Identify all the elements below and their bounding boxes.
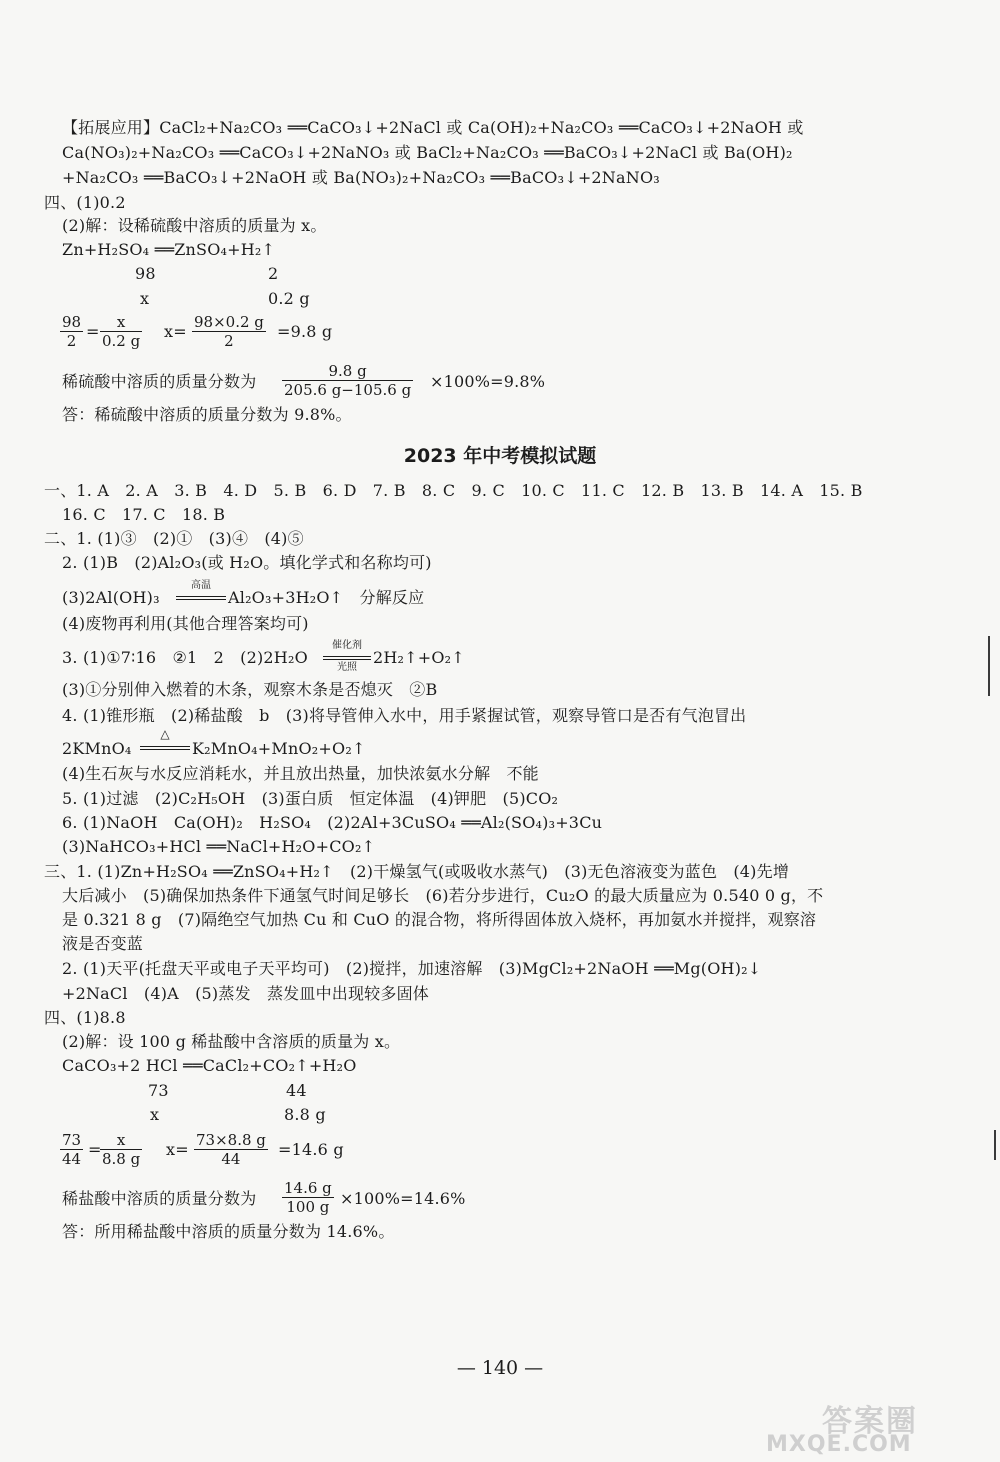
q4-mass-fraction-prefix: 稀硫酸中溶质的质量分数为 (62, 372, 257, 391)
q4b-x-equals: x= (166, 1140, 189, 1159)
scan-edge-mark (988, 636, 990, 696)
fraction-denominator: 205.6 g−105.6 g (284, 381, 412, 399)
q4-mass-fraction (282, 362, 413, 399)
fraction-denominator: 8.8 g (102, 1150, 141, 1168)
q4-equals: = (86, 322, 100, 341)
section-heading: 2023 年中考模拟试题 (403, 445, 597, 467)
q4b-mass-fraction-suffix: ×100%=14.6% (340, 1189, 466, 1208)
condition-high-temp: 高温 (191, 580, 211, 591)
q4b-equation: CaCO₃+2 HCl ══CaCl₂+CO₂↑+H₂O (62, 1056, 357, 1075)
watermark-url: MXQE.COM (766, 1432, 912, 1457)
part2-line-2: 2. (1)B (2)Al₂O₃(或 H₂O。填化学式和名称均可) (62, 553, 432, 572)
q4-fraction-3 (192, 313, 266, 350)
part2-line-5b: 2H₂↑+O₂↑ (373, 648, 465, 667)
q4-fraction-2 (100, 313, 142, 350)
q4b-equals: = (88, 1140, 102, 1159)
q4-ratio-right-2: 0.2 g (268, 289, 310, 308)
fraction-denominator: 2 (66, 332, 77, 350)
part3-line-2: 大后减小 (5)确保加热条件下通氢气时间足够长 (6)若分步进行，Cu₂O 的最大质量应为 0.540 0 g，不 (62, 886, 824, 905)
part2-line-1: 二、1. (1)③ (2)① (3)④ (4)⑤ (44, 529, 304, 548)
extend-line-3: +Na₂CO₃ ══BaCO₃↓+2NaOH 或 Ba(NO₃)₂+Na₂CO₃ ══BaCO₃↓+2NaNO₃ (62, 168, 660, 187)
q4b-fraction-3 (194, 1131, 268, 1168)
fraction-denominator: 44 (62, 1150, 82, 1168)
fraction-numerator: x (100, 1131, 142, 1150)
q4b-result: =14.6 g (278, 1140, 344, 1159)
q4b-ratio-left-1: 73 (148, 1081, 169, 1100)
part3-line-1: 三、1. (1)Zn+H₂SO₄ ══ZnSO₄+H₂↑ (2)干燥氢气(或吸收水蒸气) (3)无色溶液变为蓝色 (4)先增 (44, 862, 790, 881)
scan-edge-mark (994, 1130, 996, 1160)
page-number: — 140 — (456, 1357, 544, 1379)
part2-line-12: (3)NaHCO₃+HCl ══NaCl+H₂O+CO₂↑ (62, 837, 376, 856)
q4b-answer: 答：所用稀盐酸中溶质的质量分数为 14.6%。 (62, 1222, 395, 1241)
q4-equation: Zn+H₂SO₄ ══ZnSO₄+H₂↑ (62, 240, 276, 259)
fraction-numerator: 73×8.8 g (196, 1131, 266, 1149)
condition-catalyst: 催化剂 (332, 640, 362, 651)
fraction-denominator: 0.2 g (102, 332, 141, 350)
reaction-arrow-line (140, 749, 190, 750)
q4b-ratio-right-2: 8.8 g (284, 1105, 326, 1124)
extend-line-1: 【拓展应用】CaCl₂+Na₂CO₃ ══CaCO₃↓+2NaCl 或 Ca(OH)₂+Na₂CO₃ ══CaCO₃↓+2NaOH 或 (62, 118, 804, 137)
fraction-denominator: 2 (224, 332, 234, 350)
part2-line-8a: 2KMnO₄ (62, 739, 132, 758)
fraction-numerator: 73 (62, 1131, 82, 1149)
reaction-arrow-line (323, 659, 371, 660)
q4-x-equals: x= (164, 322, 187, 341)
q4-ratio-left-1: 98 (135, 264, 156, 283)
fraction-numerator: 9.8 g (282, 362, 413, 381)
part3-line-6: +2NaCl (4)A (5)蒸发 蒸发皿中出现较多固体 (62, 984, 429, 1003)
watermark-logo (736, 1398, 986, 1458)
extend-line-2: Ca(NO₃)₂+Na₂CO₃ ══CaCO₃↓+2NaNO₃ 或 BaCl₂+Na₂CO₃ ══BaCO₃↓+2NaCl 或 Ba(OH)₂ (62, 143, 793, 162)
q4-part2: (2)解：设稀硫酸中溶质的质量为 x。 (62, 216, 327, 235)
q4-part1: 四、(1)0.2 (44, 193, 126, 212)
q4-ratio-left-2: x (140, 289, 150, 308)
q4-fraction-1 (60, 313, 83, 350)
q4b-fraction-1 (60, 1131, 83, 1168)
condition-heat: △ (160, 727, 170, 741)
fraction-numerator: 98×0.2 g (194, 313, 264, 331)
fraction-numerator: x (100, 313, 142, 332)
part2-line-3a: (3)2Al(OH)₃ (62, 588, 160, 607)
q4b-fraction-2 (100, 1131, 142, 1168)
q4b-ratio-left-2: x (150, 1105, 160, 1124)
fraction-denominator: 100 g (286, 1198, 330, 1216)
q4-answer: 答：稀硫酸中溶质的质量分数为 9.8%。 (62, 405, 352, 424)
q4b-mass-fraction (282, 1179, 334, 1216)
reaction-arrow-line (176, 596, 226, 597)
part2-line-11: 6. (1)NaOH Ca(OH)₂ H₂SO₄ (2)2Al+3CuSO₄ ══Al₂(SO₄)₃+3Cu (62, 813, 603, 832)
part2-line-9: (4)生石灰与水反应消耗水，并且放出热量，加快浓氨水分解 不能 (62, 764, 539, 783)
condition-light: 光照 (337, 662, 357, 673)
part3-line-5: 2. (1)天平(托盘天平或电子天平均可) (2)搅拌，加速溶解 (3)MgCl₂+2NaOH ══Mg(OH)₂↓ (62, 959, 762, 978)
part2-line-10: 5. (1)过滤 (2)C₂H₅OH (3)蛋白质 恒定体温 (4)钾肥 (5)CO₂ (62, 789, 559, 808)
q4-result: =9.8 g (277, 322, 333, 341)
part3-line-4: 液是否变蓝 (62, 934, 144, 953)
q4b-ratio-right-1: 44 (286, 1081, 307, 1100)
reaction-arrow-line (323, 656, 371, 657)
part2-line-4: (4)废物再利用(其他合理答案均可) (62, 614, 309, 633)
reaction-arrow-line (140, 746, 190, 747)
q4b-part2: (2)解：设 100 g 稀盐酸中含溶质的质量为 x。 (62, 1032, 401, 1051)
part2-line-5a: 3. (1)①7∶16 ②1 2 (2)2H₂O (62, 648, 308, 667)
fraction-numerator: 98 (62, 313, 82, 331)
part2-line-8b: K₂MnO₄+MnO₂+O₂↑ (192, 739, 366, 758)
q4b-part1: 四、(1)8.8 (44, 1008, 126, 1027)
part2-line-3b: Al₂O₃+3H₂O↑ 分解反应 (228, 588, 425, 607)
q4-mass-fraction-suffix: ×100%=9.8% (430, 372, 546, 391)
part1-line-1: 一、1. A 2. A 3. B 4. D 5. B 6. D 7. B 8. C 9. C 10. C 11. C 12. B 13. B 14. A 15. B (44, 481, 863, 500)
reaction-arrow-line (176, 599, 226, 600)
part3-line-3: 是 0.321 8 g (7)隔绝空气加热 Cu 和 CuO 的混合物，将所得固体放入烧杯，再加氨水并搅拌，观察溶 (62, 910, 817, 929)
fraction-numerator: 14.6 g (284, 1179, 332, 1197)
part2-line-6: (3)①分别伸入燃着的木条，观察木条是否熄灭 ②B (62, 680, 438, 699)
q4-ratio-right-1: 2 (268, 264, 279, 283)
fraction-denominator: 44 (221, 1150, 241, 1168)
part1-line-2: 16. C 17. C 18. B (62, 505, 226, 524)
watermark-text: 答案圈 (822, 1404, 918, 1439)
q4b-mass-fraction-prefix: 稀盐酸中溶质的质量分数为 (62, 1189, 257, 1208)
part2-line-7: 4. (1)锥形瓶 (2)稀盐酸 b (3)将导管伸入水中，用手紧握试管，观察导管口是否有气泡冒出 (62, 706, 747, 725)
